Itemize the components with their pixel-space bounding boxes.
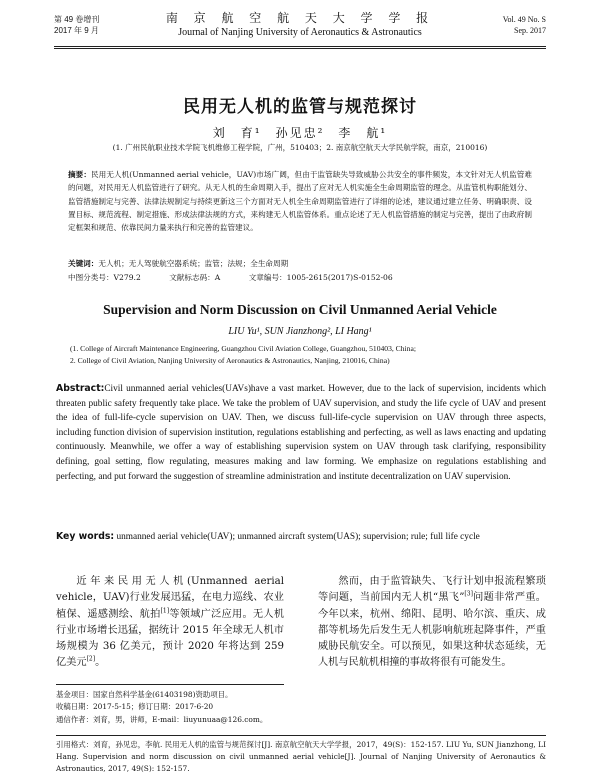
authors-en: LIU Yu¹, SUN Jianzhong², LI Hang¹ [228,326,372,337]
keywords-en-label: Key words: [56,531,115,542]
abstract-cn-label: 摘要： [68,170,91,179]
footnote-fund: 基金项目：国家自然科学基金(61403198)资助项目。 [56,690,233,699]
reference-mark: [1] [160,607,170,615]
abstract-en [56,382,546,484]
footnote-corresponding-author: 通信作者：刘育，男，讲师，E-mail：liuyunuaa@126.com。 [56,714,268,724]
running-header [54,10,546,60]
volume-cn: 第 49 卷增刊 [54,15,100,24]
affiliation-en-2: 2. College of Civil Aviation, Nanjing University of Aeronautics & Astronautics, Nanjing, 210016, China) [70,356,390,365]
affiliation-en [70,343,540,367]
title-cn: 民用无人机的监管与规范探讨 [183,97,417,117]
header-right [503,14,546,36]
document-code: 文献标志码：A [169,273,221,282]
citation-format: 引用格式：刘育，孙见忠，李航. 民用无人机的监管与规范探讨[J]. 南京航空航天大学学报，2017，49(S)：152-157. LIU Yu, SUN Jianzhong, LI Hang. Supervision and norm discussion on civil unmanned aerial vehicle[J]. Journal of Nanjing University of Aeronautics & Astronautics, 2017, 49(S): 152-157. [56,740,546,773]
body-right-text-1: 然而，由于监管缺失、飞行计划申报流程繁琐等问题，当前国内无人机“黑飞” [318,576,546,604]
reference-mark: [2] [86,656,96,664]
body-left-text-3: 。 [95,657,106,669]
body-left-text-1: 近年来民用无人机(Unmanned aerial vehicle，UAV)行业发展迅猛，在电力巡线、农业植保、遥感测绘、航拍 [56,576,284,620]
journal-name-en: Journal of Nanjing University of Aeronautics & Astronautics [178,27,422,38]
keywords-cn-text: 无人机；无人驾驶航空器系统；监管；法规；全生命周期 [98,259,289,268]
date-cn: 2017 年 9 月 [54,26,99,35]
header-center [54,10,546,40]
authors-cn: 刘 育¹ 孙见忠² 李 航¹ [212,126,388,140]
footnote-rule [56,684,284,685]
clc-number: 中图分类号：V279.2 [68,273,141,282]
body-left-text-2: 等领域广泛应用。无人机行业市场增长迅猛，据统计 2015 年全球无人机市场规模为 36 亿美元，预计 2020 年将达到 259 亿美元 [56,608,285,669]
footnote-dates: 收稿日期：2017-5-15；修订日期：2017-6-20 [56,702,214,712]
abstract-en-text: Civil unmanned aerial vehicles(UAVs)have a vast market. However, due to the lack of supervision, incidents which threaten public safety frequently take place. We take the problem of UAV supervision, and study the life cycle of UAV and present the idea of full-life-cycle supervision on UAV. Then, we discuss full-life-cycle supervision on UAV through three aspects, including function division of supervision institution, regulations establishing and perfecting, as well as laws enacting and updating continuously. Meanwhile, we offer a way of establishing supervision system on UAV through task clarifying, responsibility defining, goal setting, flow regulating, measures making and law forming. We emphasize on regulations establishing and perfecting, and put forward the suggestion of streamline administration and institute decentralization on UAV supervision. [56,384,546,482]
keywords-en [56,530,546,545]
abstract-cn [68,168,532,234]
article-number: 文章编号：1005-2615(2017)S-0152-06 [248,273,393,282]
body-left-column [56,574,284,672]
reference-mark: [3] [464,590,473,598]
citation-rule [56,735,546,736]
volume-en: Vol. 49 No. S [502,15,546,24]
header-rule-top [54,46,546,47]
classification-cn [68,272,532,283]
body-right-column [318,574,546,672]
affiliation-cn: (1. 广州民航职业技术学院飞机维修工程学院，广州，510403；2. 南京航空航天大学民航学院，南京，210016) [112,143,488,152]
journal-name-cn: 南 京 航 空 航 天 大 学 学 报 [165,11,435,25]
abstract-en-label: Abstract: [56,383,105,394]
abstract-cn-text: 民用无人机(Unmanned aerial vehicle，UAV)市场广阔，但由于监管缺失导致威胁公共安全的事件频发，本文针对无人机监管难的问题，对民用无人机监管进行了研究。从无人机的生命周期入手，提出了应对无人机实施全生命周期监管的理念。从监管机构职能划分、监管措施制定与完善、法律法规制定与持续更新这三个方面对无人机全生命周期监管进行了详细的论述，建议通过建立任务、明确职责、设置目标、规范流程、制定措施、形成法律法规的方式，来构建无人机监管体系。重点论述了无人机监管措施的制定与完善，提出了由政府制定框架和规范、依靠民间力量来执行和完善的监管建议。 [68,170,533,233]
body-right-text-2: 问题非常严重。今年以来，杭州、绵阳、昆明、哈尔滨、重庆、成都等机场先后发生无人机影响航班起降事件，严重威胁民航安全。可以预见，如果这种状态延续，无人机与民航机相撞的事故将很有可能发生。 [318,592,546,669]
affiliation-en-1: (1. College of Aircraft Maintenance Engineering, Guangzhou Civil Aviation College, Guangzhou, 510403, China; [70,344,416,353]
footnotes [56,689,546,726]
title-en: Supervision and Norm Discussion on Civil Unmanned Aerial Vehicle [103,302,497,317]
keywords-cn [68,258,532,269]
keywords-cn-label: 关键词： [68,259,99,268]
date-en: Sep. 2017 [514,26,546,35]
header-rule-bottom [54,48,546,49]
keywords-en-text: unmanned aerial vehicle(UAV); unmanned aircraft system(UAS); supervision; rule; full life cycle [116,532,480,542]
